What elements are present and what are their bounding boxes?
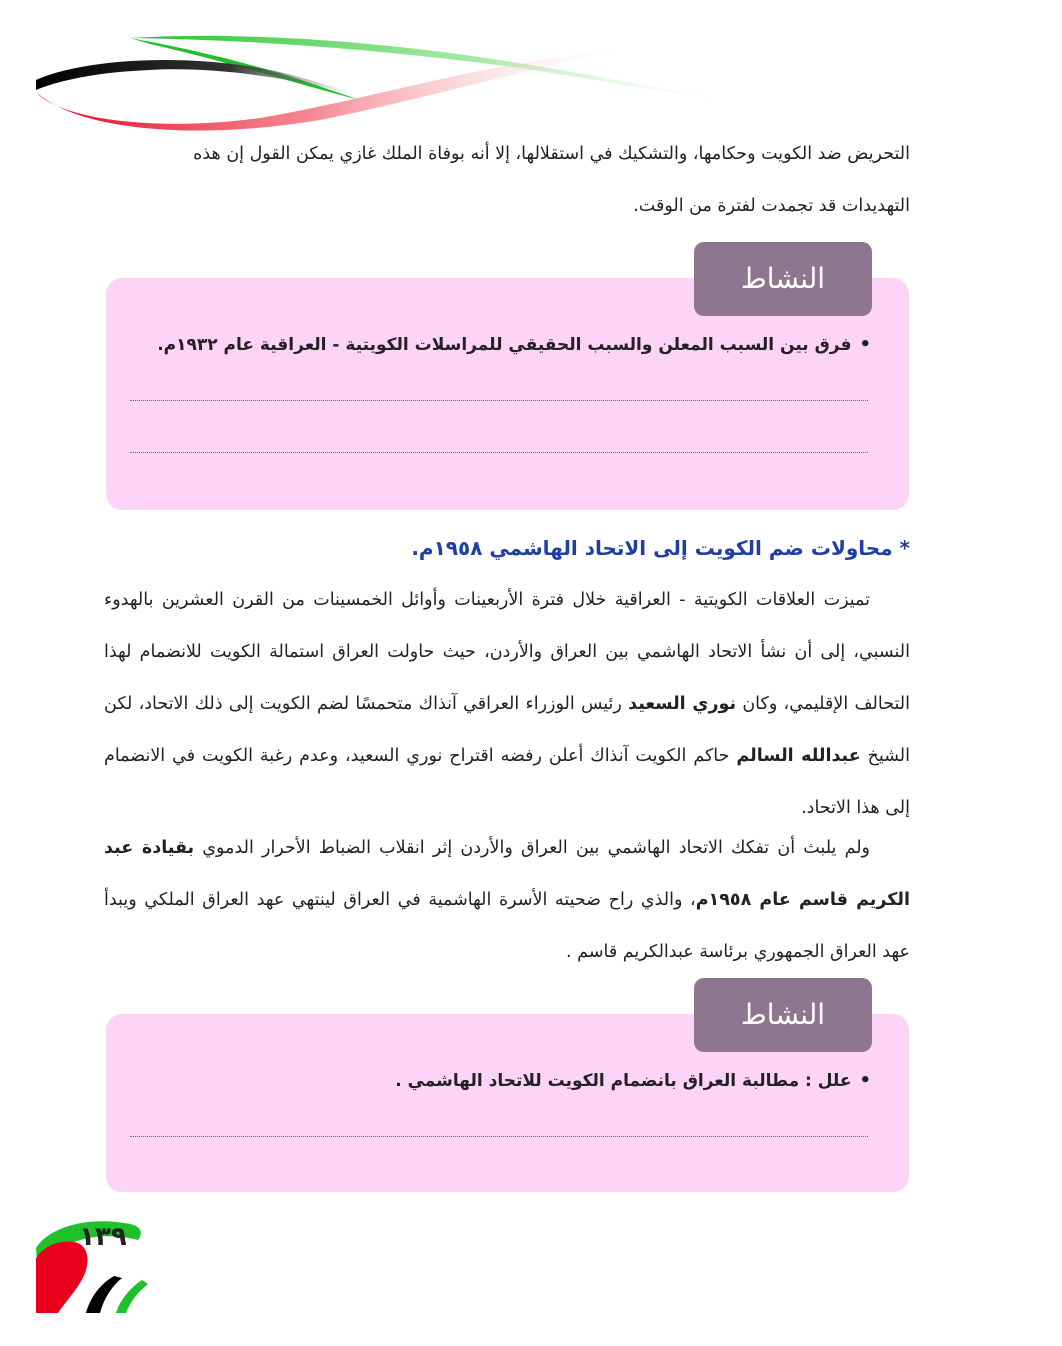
- answer-line[interactable]: [130, 400, 868, 401]
- section-title: * محاولات ضم الكويت إلى الاتحاد الهاشمي ١٩٥٨م.: [411, 536, 910, 560]
- activity-2-question-text: علل : مطالبة العراق بانضمام الكويت للاتحاد الهاشمي .: [395, 1071, 852, 1091]
- activity-1-question: [157, 334, 871, 355]
- activity-2-question: [395, 1070, 871, 1091]
- paragraph-2-text: ولم يلبث أن تفكك الاتحاد الهاشمي بين العراق والأردن إثر انقلاب الضباط الأحرار الدموي: [194, 838, 870, 858]
- page-number: ١٣٩: [79, 1222, 127, 1252]
- activity-tab-2: النشاط: [694, 978, 872, 1052]
- paragraph-2: [104, 822, 910, 978]
- activity-tab-1: النشاط: [694, 242, 872, 316]
- activity-1-question-text: فرق بين السبب المعلن والسبب الحقيقي للمراسلات الكويتية - العراقية عام ١٩٣٢م.: [157, 335, 852, 355]
- name-abdullah-al-salem: عبدالله السالم: [736, 746, 861, 766]
- paragraph-2-text: ، والذي راح ضحيته الأسرة الهاشمية في العراق لينتهي عهد العراق الملكي ويبدأ عهد العراق الجمهوري برئاسة عبدالكريم قاسم .: [104, 890, 910, 962]
- paragraph-1: [104, 574, 910, 834]
- bullet-icon: •: [859, 1070, 871, 1091]
- flag-ribbon-header: [0, 0, 1062, 140]
- paragraph-1-text: رئيس الوزراء العراقي آنذاك متحمسًا لضم الكويت إلى ذلك الاتحاد، لكن الشيخ: [104, 694, 911, 766]
- intro-line-2: التهديدات قد تجمدت لفترة من الوقت.: [633, 196, 910, 216]
- answer-line[interactable]: [130, 452, 868, 453]
- intro-line-1: التحريض ضد الكويت وحكامها، والتشكيك في استقلالها، إلا أنه بوفاة الملك غازي يمكن القول إن هذه: [193, 144, 910, 164]
- name-nuri-al-said: نوري السعيد: [628, 694, 737, 714]
- paragraph-1-text: حاكم الكويت آنذاك أعلن رفضه اقتراح نوري السعيد، وعدم رغبة الكويت في الانضمام إلى هذا الاتحاد.: [104, 746, 910, 818]
- answer-line[interactable]: [130, 1136, 868, 1137]
- name-abdulkarim-qasim: بقيادة عبد الكريم قاسم عام ١٩٥٨م: [104, 838, 910, 910]
- bullet-icon: •: [859, 334, 871, 355]
- paragraph-1-text: تميزت العلاقات الكويتية - العراقية خلال فترة الأربعينات وأوائل الخمسينات من القرن العشرين بالهدوء النسبي، إلى أن نشأ الاتحاد الهاشمي بين العراق والأردن، حيث حاولت العراق استمالة الكويت للانضمام لهذا التحالف الإقليمي، وكان: [104, 590, 910, 714]
